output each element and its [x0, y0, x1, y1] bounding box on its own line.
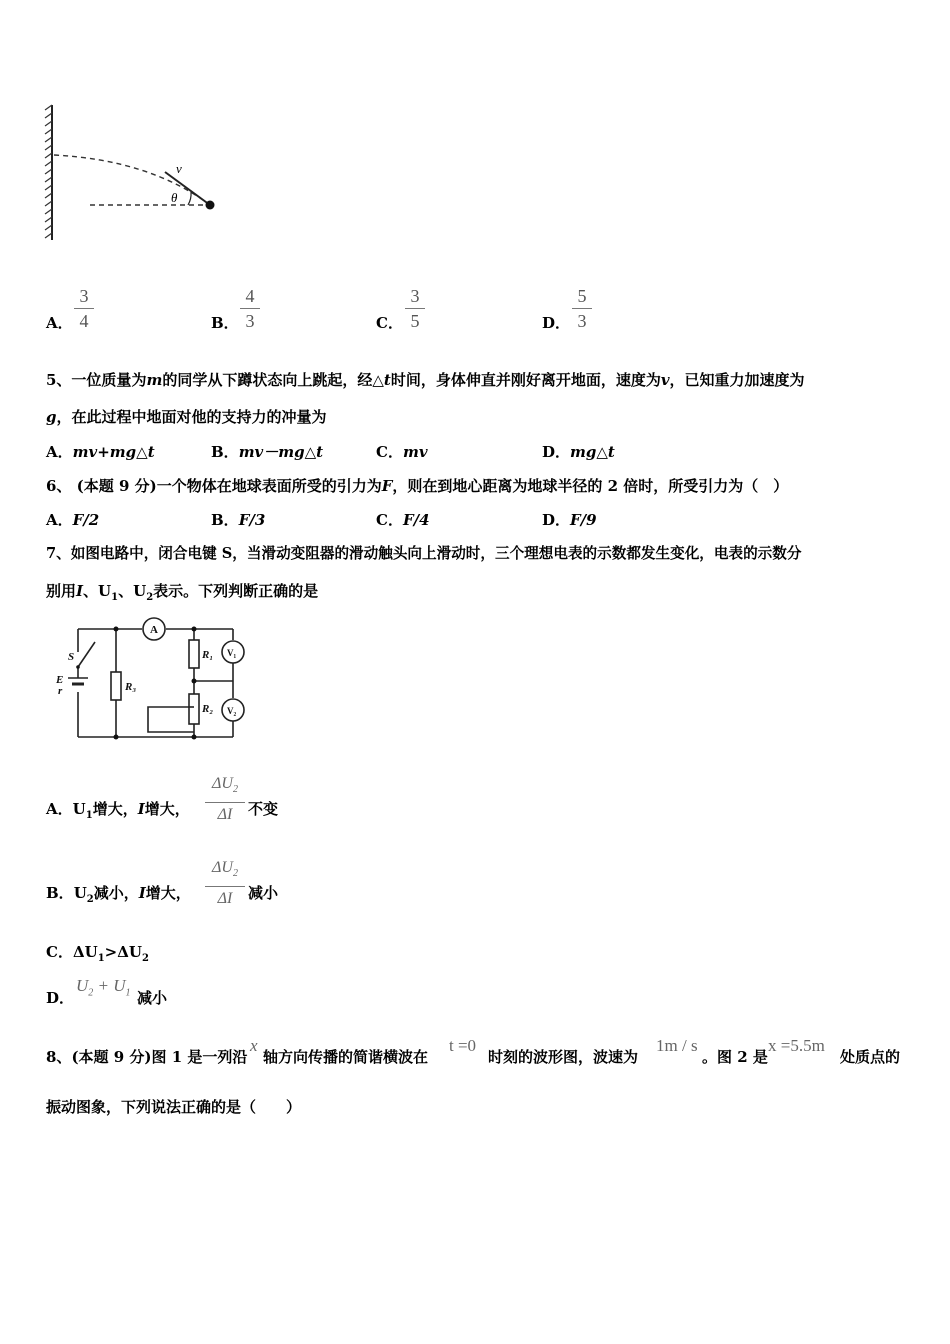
angle-label: θ: [171, 190, 178, 205]
q5-option-d[interactable]: D．mg△t: [542, 443, 615, 461]
ammeter-label: A: [150, 624, 158, 636]
internal-resistance-label: r: [58, 685, 63, 697]
q8-text-3: 时刻的波形图，波速为: [488, 1048, 639, 1066]
q4-option-d-letter[interactable]: D．: [542, 314, 571, 332]
q4-option-a-fraction: 3 4: [74, 286, 94, 331]
q4-option-d-fraction: 5 3: [572, 286, 592, 331]
q7-option-a[interactable]: A．$U_1$增大，I增大，: [46, 800, 190, 821]
q6-option-a[interactable]: A．F/2: [46, 511, 100, 529]
q8-axis-x: x: [250, 1036, 258, 1055]
q6-option-b[interactable]: B．F/3: [211, 511, 266, 529]
q5-option-c[interactable]: C．mv: [376, 443, 428, 461]
q4-option-c-letter[interactable]: C．: [376, 314, 403, 332]
emf-label: E: [56, 674, 64, 686]
switch-label: S: [68, 651, 75, 663]
q7-question-line1: 7、如图电路中，闭合电键 S，当滑动变阻器的滑动触头向上滑动时，三个理想电表的示数都发生变化，电表的示数分: [46, 545, 802, 562]
q7-option-b-suffix: 减小: [248, 884, 279, 902]
q8-time-zero: t =0: [449, 1036, 477, 1055]
circuit-diagram: [50, 612, 260, 747]
projectile-wall-diagram: [40, 100, 230, 250]
q4-option-b-fraction: 4 3: [240, 286, 260, 331]
r2-label: R₂: [202, 703, 214, 715]
q7-option-d-letter[interactable]: D．: [46, 989, 75, 1007]
q7-question-line2: 别用I、$U_1$、$U_2$表示。下列判断正确的是: [46, 582, 319, 603]
q8-text-5: 处质点的: [840, 1048, 901, 1066]
q6-option-c[interactable]: C．F/4: [376, 511, 430, 529]
velocity-label: v: [176, 161, 182, 176]
q7-option-c[interactable]: C．$\Delta U_1>\Delta U_2$: [46, 943, 149, 964]
q5-option-b[interactable]: B．mv－mg△t: [211, 443, 324, 461]
q5-option-a[interactable]: A．mv+mg△t: [46, 443, 155, 461]
q5-question-line2: g，在此过程中地面对他的支持力的冲量为: [46, 408, 327, 426]
voltmeter-1-label: V₁: [227, 648, 237, 658]
q8-text-2: 轴方向传播的简谐横波在: [263, 1048, 429, 1066]
q7-option-a-suffix: 不变: [248, 800, 279, 818]
q7-option-b-fraction: $\Delta U_2$ ΔI: [205, 858, 245, 909]
q6-option-d[interactable]: D．F/9: [542, 511, 597, 529]
q4-option-a-letter[interactable]: A．: [46, 314, 73, 332]
q8-text-4: 。图 2 是: [702, 1048, 768, 1066]
q5-question-line1: 5、一位质量为m的同学从下蹲状态向上跳起，经△t时间，身体伸直并刚好离开地面，速度为v，已知重力加速度为: [46, 371, 805, 389]
q8-text-1: 8、(本题 9 分)图 1 是一列沿: [46, 1048, 248, 1066]
r3-label: R₃: [125, 681, 137, 693]
q8-wave-speed: 1m / s: [656, 1036, 698, 1055]
q4-option-b-letter[interactable]: B．: [211, 314, 239, 332]
q7-option-a-fraction: $\Delta U_2$ ΔI: [205, 774, 245, 825]
q6-question: 6、 (本题 9 分)一个物体在地球表面所受的引力为F，则在到地心距离为地球半径的 2 倍时，所受引力为（ ）: [46, 477, 789, 495]
voltmeter-2-label: V₂: [227, 706, 237, 716]
q8-position: x =5.5m: [768, 1036, 825, 1055]
q7-option-d-expression: $U_2 + U_1$: [76, 976, 131, 999]
r1-label: R₁: [202, 649, 214, 661]
q8-text-line2: 振动图象，下列说法正确的是（ ）: [46, 1098, 302, 1116]
q7-option-d-suffix: 减小: [137, 989, 168, 1007]
q4-option-c-fraction: 3 5: [405, 286, 425, 331]
q7-option-b[interactable]: B．$U_2$减小，I增大，: [46, 884, 191, 905]
